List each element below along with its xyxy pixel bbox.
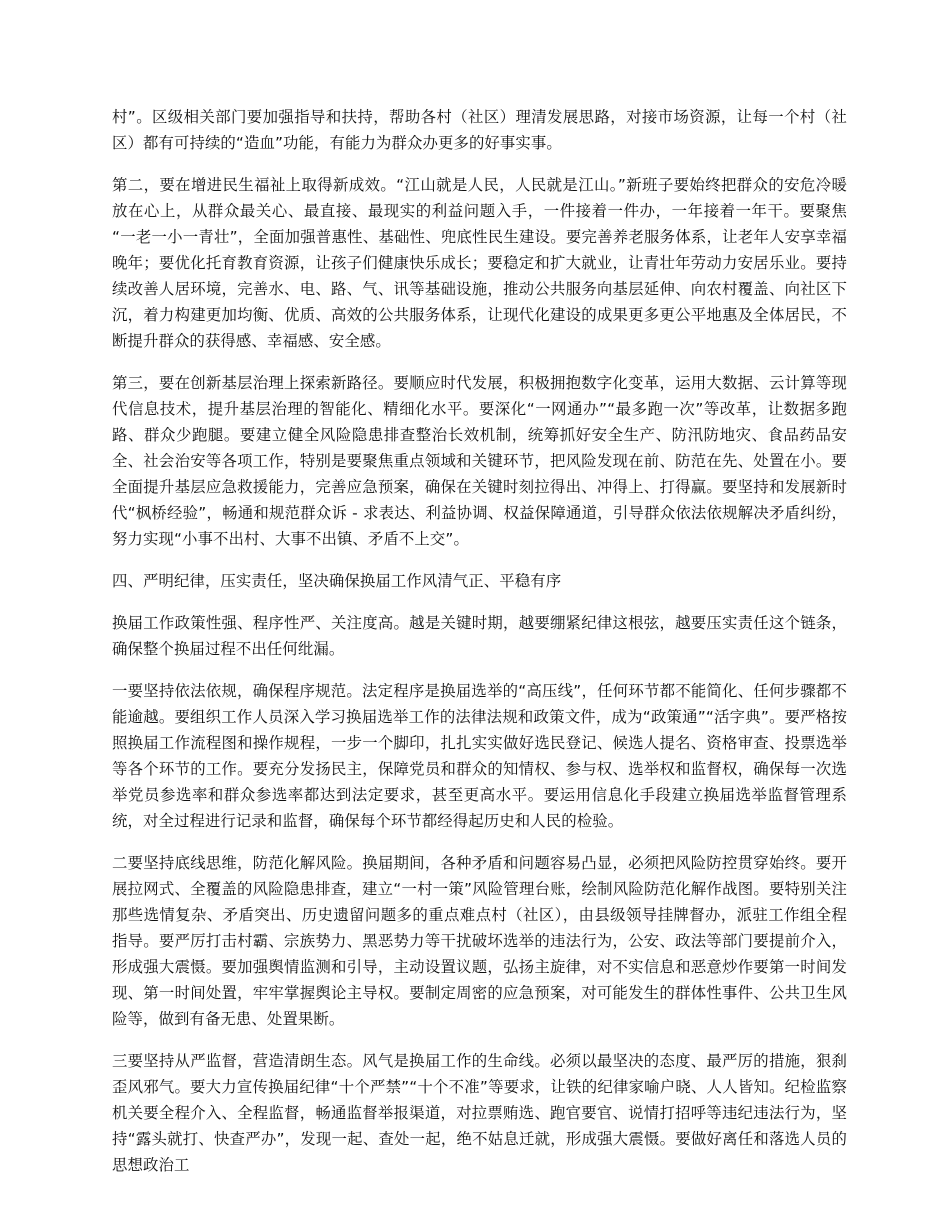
document-text-body (112, 104, 847, 1178)
paragraph-point-three-governance: 第三，要在创新基层治理上探索新路径。要顺应时代发展，积极拥抱数字化变革，运用大数据、云计算等现代信息技术，提升基层治理的智能化、精细化水平。要深化“一网通办”“最多跑一次”等改革，让数据多跑路、群众少跑腿。要建立健全风险隐患排查整治长效机制，统筹抓好安全生产、防汛防地灾、食品药品安全、社会治安等各项工作，特别是要聚焦重点领域和关键环节，把风险发现在前、防范在先、处置在小。要全面提升基层应急救援能力，完善应急预案，确保在关键时刻拉得出、冲得上、打得赢。要坚持和发展新时代“枫桥经验”，畅通和规范群众诉 - 求表达、利益协调、权益保障通道，引导群众依法依规解决矛盾纠纷，努力实现“小事不出村、大事不出镇、矛盾不上交”。 (112, 374, 847, 548)
heading-section-four: 四、严明纪律，压实责任，坚决确保换届工作风清气正、平稳有序 (112, 572, 562, 590)
paragraph-item-three-supervision: 三要坚持从严监督，营造清朗生态。风气是换届工作的生命线。必须以最坚决的态度、最严厉的措施，狠刹歪风邪气。要大力宣传换届纪律“十个严禁”“十个不准”等要求，让铁的纪律家喻户晓、人人皆知。纪检监察机关要全程介入、全程监督，畅通监督举报渠道，对拉票贿选、跑官要官、说情打招呼等违纪违法行为，坚持“露头就打、快查严办”，发现一起、查处一起，绝不姑息迁就，形成强大震慑。要做好离任和落选人员的思想政治工 (112, 1052, 847, 1174)
paragraph-item-one-legal: 一要坚持依法依规，确保程序规范。法定程序是换届选举的“高压线”，任何环节都不能简化、任何步骤都不能逾越。要组织工作人员深入学习换届选举工作的法律法规和政策文件，成为“政策通”“活字典”。要严格按照换届工作流程图和操作规程，一步一个脚印，扎扎实实做好选民登记、候选人提名、资格审查、投票选举等各个环节的工作。要充分发扬民主，保障党员和群众的知情权、参与权、选举权和监督权，确保每一次选举党员参选率和群众参选率都达到法定要求，甚至更高水平。要运用信息化手段建立换届选举监督管理系统，对全过程进行记录和监督，确保每个环节都经得起历史和人民的检验。 (112, 682, 847, 830)
paragraph-point-two-livelihood: 第二，要在增进民生福祉上取得新成效。“江山就是人民，人民就是江山。”新班子要始终把群众的安危冷暖放在心上，从群众最关心、最直接、最现实的利益问题入手，一件接着一件办，一年接着一年干。要聚焦“一老一小一青壮”，全面加强普惠性、基础性、兜底性民生建设。要完善养老服务体系，让老年人安享幸福晚年；要优化托育教育资源，让孩子们健康快乐成长；要稳定和扩大就业，让青壮年劳动力安居乐业。要持续改善人居环境，完善水、电、路、气、讯等基础设施，推动公共服务向基层延伸、向农村覆盖、向社区下沉，着力构建更加均衡、优质、高效的公共服务体系，让现代化建设的成果更多更公平地惠及全体居民，不断提升群众的获得感、幸福感、安全感。 (112, 176, 847, 350)
paragraph-continuation-village: 村”。区级相关部门要加强指导和扶持，帮助各村（社区）理清发展思路，对接市场资源，让每一个村（社区）都有可持续的“造血”功能，有能力为群众办更多的好事实事。 (112, 108, 847, 152)
paragraph-section-four-intro: 换届工作政策性强、程序性严、关注度高。越是关键时期，越要绷紧纪律这根弦，越要压实责任这个链条，确保整个换届过程不出任何纰漏。 (112, 614, 847, 658)
paragraph-item-two-risk: 二要坚持底线思维，防范化解风险。换届期间，各种矛盾和问题容易凸显，必须把风险防控贯穿始终。要开展拉网式、全覆盖的风险隐患排查，建立“一村一策”风险管理台账，绘制风险防范化解作战图。要特别关注那些选情复杂、矛盾突出、历史遗留问题多的重点难点村（社区），由县级领导挂牌督办，派驻工作组全程指导。要严厉打击村霸、宗族势力、黑恶势力等干扰破坏选举的违法行为，公安、政法等部门要提前介入，形成强大震慑。要加强舆情监测和引导，主动设置议题，弘扬主旋律，对不实信息和恶意炒作要第一时间发现、第一时间处置，牢牢掌握舆论主导权。要制定周密的应急预案，对可能发生的群体性事件、公共卫生风险等，做到有备无患、处置果断。 (112, 854, 847, 1028)
